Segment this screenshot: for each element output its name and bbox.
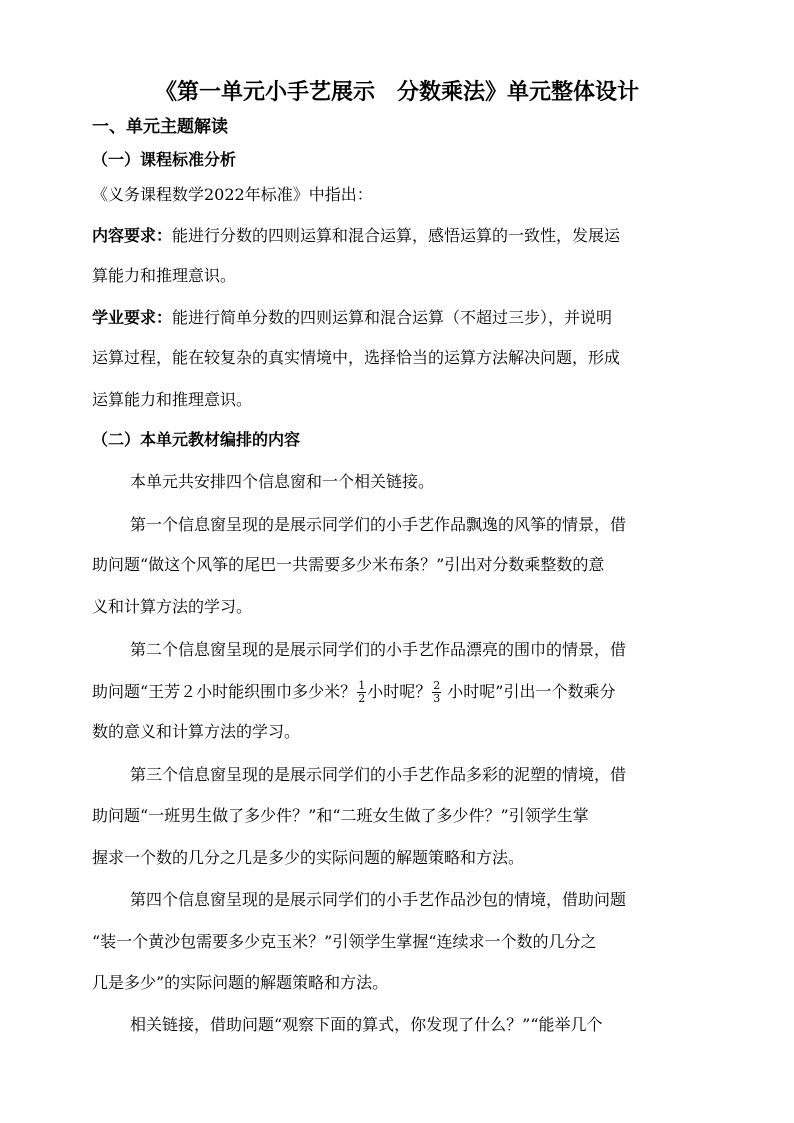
content-requirement-line-2: 算能力和推理意识。 — [92, 266, 237, 285]
paragraph-3-line-2: 助问题“一班男生做了多少件？”和“二班女生做了多少件？”引领学生掌 — [92, 806, 589, 825]
fraction-denominator: 3 — [433, 692, 441, 705]
academic-requirement-text: 能进行简单分数的四则运算和混合运算（不超过三步），并说明 — [172, 308, 613, 327]
academic-requirement-line-3: 运算能力和推理意识。 — [92, 390, 253, 409]
paragraph-intro: 本单元共安排四个信息窗和一个相关链接。 — [130, 472, 435, 491]
document-title: 《第一单元小手艺展示 分数乘法》单元整体设计 — [154, 80, 639, 105]
academic-requirement-line-1 — [92, 306, 612, 330]
fraction-numerator: 2 — [433, 679, 441, 692]
paragraph-4-line-1: 第四个信息窗呈现的是展示同学们的小手艺作品沙包的情境，借助问题 — [130, 890, 627, 909]
standard-intro: 《义务课程数学2022年标准》中指出： — [92, 185, 373, 204]
paragraph-2-text-a: 助问题“王芳２小时能织围巾多少米？ — [92, 682, 357, 701]
academic-requirement-line-2: 运算过程，能在较复杂的真实情境中，选择恰当的运算方法解决问题，形成 — [92, 348, 621, 367]
paragraph-1-line-3: 义和计算方法的学习。 — [92, 597, 253, 616]
fraction-one-half — [357, 680, 366, 705]
content-requirement-text: 能进行分数的四则运算和混合运算，感悟运算的一致性，发展运 — [172, 226, 621, 245]
paragraph-3-line-1: 第三个信息窗呈现的是展示同学们的小手艺作品多彩的泥塑的情境，借 — [130, 765, 627, 784]
paragraph-4-line-3: 几是多少”的实际问题的解题策略和方法。 — [92, 973, 389, 992]
paragraph-2-text-b: 小时呢？ — [367, 682, 432, 701]
subheading-unit-content: （二）本单元教材编排的内容 — [92, 430, 301, 449]
paragraph-3-line-3: 握求一个数的几分之几是多少的实际问题的解题策略和方法。 — [92, 848, 525, 867]
paragraph-1-line-1: 第一个信息窗呈现的是展示同学们的小手艺作品飘逸的风筝的情景，借 — [130, 515, 627, 534]
subheading-curriculum-standard: （一）课程标准分析 — [92, 150, 237, 169]
content-requirement-line-1 — [92, 224, 620, 248]
fraction-two-thirds — [432, 680, 441, 705]
fraction-denominator: 2 — [358, 692, 366, 705]
paragraph-5-line-1: 相关链接，借助问题“观察下面的算式，你发现了什么？”“能举几个 — [130, 1015, 603, 1034]
paragraph-4-line-2: “装一个黄沙包需要多少克玉米？”引领学生掌握“连续求一个数的几分之 — [92, 932, 597, 951]
content-requirement-label: 内容要求： — [92, 226, 173, 245]
fraction-numerator: 1 — [358, 679, 366, 692]
paragraph-1-line-2: 助问题“做这个风筝的尾巴一共需要多少米布条？”引出对分数乘整数的意 — [92, 555, 605, 574]
academic-requirement-label: 学业要求： — [92, 308, 173, 327]
paragraph-2-line-3: 数的意义和计算方法的学习。 — [92, 722, 301, 741]
paragraph-2-line-2 — [92, 680, 615, 705]
paragraph-2-line-1: 第二个信息窗呈现的是展示同学们的小手艺作品漂亮的围巾的情景，借 — [130, 640, 627, 659]
section-heading-theme: 一、单元主题解读 — [92, 117, 228, 137]
paragraph-2-text-c: 小时呢”引出一个数乘分 — [442, 682, 616, 701]
